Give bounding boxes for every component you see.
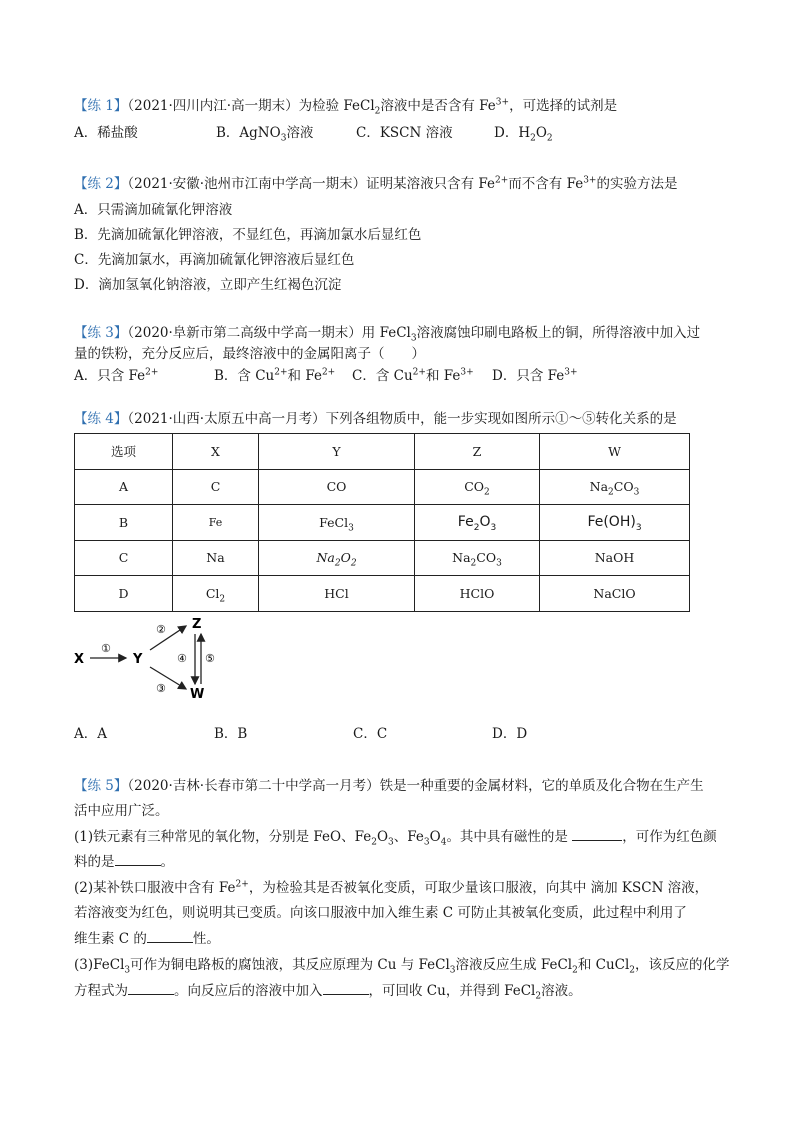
table-cell: D xyxy=(75,576,173,612)
q5-part1-sub1: 2 xyxy=(371,837,377,848)
q1-stem-sup: 3+ xyxy=(495,97,510,108)
table-cell: Na xyxy=(173,540,259,576)
q1-stem-sub: 2 xyxy=(374,106,381,117)
table-cell: CO xyxy=(259,469,415,505)
q1-stem-text-b: 溶液中是否含有 Fe xyxy=(380,98,496,114)
table-cell: Fe xyxy=(173,505,259,541)
diagram-step-3: ③ xyxy=(156,682,166,695)
q5-part2-sup: 2+ xyxy=(235,879,249,890)
q3-option-c xyxy=(352,367,492,385)
table-cell: $Na_2CO_3$ xyxy=(540,469,690,505)
table-header-cell: Z xyxy=(415,434,540,470)
q5-part2-line3-end: 性。 xyxy=(192,931,220,947)
q3-stem xyxy=(74,324,700,342)
q5-part3-text-c: 溶液反应生成 FeCl xyxy=(455,957,573,973)
q1-option-d-mid: O xyxy=(535,125,547,141)
q5-part1-text-a: (1)铁元素有三种常见的氧化物，分别是 FeO、Fe xyxy=(74,829,372,845)
conversion-diagram xyxy=(70,612,230,702)
q1-options xyxy=(74,124,553,142)
q5-part1-line2 xyxy=(74,853,174,871)
table-cell: C xyxy=(75,540,173,576)
q1-option-c: C．KSCN 溶液 xyxy=(356,125,453,141)
q5-part1-text-c: 、Fe xyxy=(393,829,424,845)
answer-blank-4[interactable] xyxy=(128,982,174,995)
q3-option-b-mid: 和 Fe xyxy=(287,368,322,384)
q3-option-c-text: C．含 Cu xyxy=(352,368,413,384)
q5-part3 xyxy=(74,956,730,974)
q3-stem-sub: 3 xyxy=(410,333,417,344)
table-cell: A xyxy=(75,469,173,505)
q5-part1-sub2: 3 xyxy=(388,837,394,848)
table-cell: FeCl$_3$ xyxy=(259,505,415,541)
table-cell: $Cl_2$ xyxy=(173,576,259,612)
q5-part1-text-e: 。其中具有磁性的是 xyxy=(446,829,568,845)
q2-option-a: A．只需滴加硫氰化钾溶液 xyxy=(74,202,233,218)
answer-blank-3[interactable] xyxy=(147,930,193,943)
q5-part2-text-b: ，为检验其是否被氧化变质，可取少量该口服液，向其中 滴加 KSCN 溶液， xyxy=(248,880,709,896)
q5-part3-sub2: 3 xyxy=(449,965,456,976)
q1-option-d-sub1: 2 xyxy=(530,133,536,144)
q4-stem xyxy=(74,410,677,428)
q2-stem xyxy=(74,175,677,193)
diagram-node-y: Y xyxy=(133,652,143,667)
q1-option-a: A．稀盐酸 xyxy=(74,125,138,141)
diagram-node-z: Z xyxy=(192,617,202,632)
q2-option-c: C．先滴加氯水，再滴加硫氰化钾溶液后显红色 xyxy=(74,252,355,268)
q1-option-d-text: D．H xyxy=(494,125,531,141)
q5-part1-text-d: O xyxy=(429,829,441,845)
table-cell: $Fe(OH)_3$ xyxy=(540,505,690,541)
q5-part1 xyxy=(74,828,717,846)
diagram-node-w: W xyxy=(190,687,205,702)
q1-option-b-text: B．AgNO xyxy=(216,125,281,141)
q3-option-c-sup1: 2+ xyxy=(412,367,426,378)
q4-tag: 【练 4】 xyxy=(74,411,128,427)
diagram-step-2: ② xyxy=(156,623,166,636)
table-header-cell: X xyxy=(173,434,259,470)
table-row xyxy=(75,505,690,541)
q2-option-d: D．滴加氢氧化钠溶液，立即产生红褐色沉淀 xyxy=(74,277,342,293)
table-cell: NaClO xyxy=(540,576,690,612)
q3-option-b-sup1: 2+ xyxy=(274,367,288,378)
q1-option-b-post: 溶液 xyxy=(286,125,314,141)
table-row xyxy=(75,469,690,505)
q3-option-c-sup2: 3+ xyxy=(460,367,474,378)
q5-part2-line3-text: 维生素 C 的 xyxy=(74,931,147,947)
table-row xyxy=(75,540,690,576)
q3-option-a-sup: 2+ xyxy=(145,367,159,378)
q5-part3-line2-text-a: 方程式为 xyxy=(74,983,128,999)
q5-tag: 【练 5】 xyxy=(74,778,128,794)
q1-option-b-sub: 3 xyxy=(280,133,287,144)
q4-options xyxy=(74,725,527,743)
q3-option-a-text: A．只含 Fe xyxy=(74,368,146,384)
table-cell: C xyxy=(173,469,259,505)
q1-option-b xyxy=(216,124,356,142)
q5-part3-text-d: 和 CuCl xyxy=(577,957,630,973)
table-header-cell: 选项 xyxy=(75,434,173,470)
q5-part3-text-b: 可作为铜电路板的腐蚀液，其反应原理为 Cu 与 FeCl xyxy=(130,957,450,973)
q3-option-b xyxy=(214,367,352,385)
q2-stem-text-b: 而不含有 Fe xyxy=(508,176,584,192)
q4-option-a: A．A xyxy=(74,726,107,742)
q5-part1-text-f: ，可作为红色颜 xyxy=(622,829,717,845)
q2-stem-sup1: 2+ xyxy=(495,175,509,186)
q1-tag: 【练 1】 xyxy=(74,98,128,114)
q5-part3-text-e: ，该反应的化学 xyxy=(635,957,730,973)
q5-part2-line3 xyxy=(74,930,220,948)
q2-option-b: B．先滴加硫氰化钾溶液，不显红色，再滴加氯水后显红色 xyxy=(74,227,422,243)
q3-option-d xyxy=(492,367,578,385)
q3-option-d-sup: 3+ xyxy=(564,367,578,378)
table-cell: $Na_2CO_3$ xyxy=(415,540,540,576)
table-cell: $Na_2O_2$ xyxy=(259,540,415,576)
q2-stem-text-a: （2021·安徽·池州市江南中学高一期末）证明某溶液只含有 Fe xyxy=(127,176,495,192)
q1-stem-text-c: ，可选择的试剂是 xyxy=(509,98,618,114)
table-header-cell: W xyxy=(540,434,690,470)
table-cell: $CO_2$ xyxy=(415,469,540,505)
q2-stem-text-c: 的实验方法是 xyxy=(596,176,678,192)
q5-part2-line2: 若溶液变为红色，则说明其已变质。向该口服液中加入维生素 C 可防止其被氧化变质，此过程中利用了 xyxy=(74,905,687,921)
q5-part3-line2-text-c: ，可回收 Cu，并得到 FeCl xyxy=(368,983,536,999)
q5-part3-line2-text-b: 。向反应后的溶液中加入 xyxy=(174,983,323,999)
q5-part1-sub4: 4 xyxy=(440,837,447,848)
q5-part3-line2-text-d: 溶液。 xyxy=(541,983,582,999)
q3-tag: 【练 3】 xyxy=(74,325,128,341)
q4-option-d: D．D xyxy=(492,726,528,742)
q5-part3-line2 xyxy=(74,982,582,1000)
q5-part3-text-a: (3)FeCl xyxy=(74,957,125,973)
q5-stem-line2: 活中应用广泛。 xyxy=(74,803,169,819)
q1-option-d xyxy=(494,124,553,142)
table-header-cell: Y xyxy=(259,434,415,470)
q5-stem-text: （2020·吉林·长春市第二十中学高一月考）铁是一种重要的金属材料，它的单质及化合物在生产生 xyxy=(127,778,704,794)
q3-option-b-sup2: 2+ xyxy=(321,367,336,378)
q2-stem-sup2: 3+ xyxy=(583,175,597,186)
q3-option-d-text: D．只含 Fe xyxy=(492,368,565,384)
q5-part3-line2-sub: 2 xyxy=(535,991,542,1002)
q5-part1-text-b: O xyxy=(376,829,389,845)
q3-stem-line2: 量的铁粉，充分反应后，最终溶液中的金属阳离子（ ） xyxy=(74,346,425,362)
q5-part3-sub4: 2 xyxy=(629,965,636,976)
answer-blank-5[interactable] xyxy=(323,982,369,995)
q2-tag: 【练 2】 xyxy=(74,176,128,192)
q4-option-b: B．B xyxy=(214,726,248,742)
table-cell: HClO xyxy=(415,576,540,612)
diagram-step-5: ⑤ xyxy=(205,652,215,665)
diagram-step-1: ① xyxy=(101,642,111,655)
table-cell: NaOH xyxy=(540,540,690,576)
q3-options xyxy=(74,367,578,385)
q5-part3-sub3: 2 xyxy=(572,965,578,976)
q5-part2 xyxy=(74,879,708,897)
q3-option-c-mid: 和 Fe xyxy=(425,368,461,384)
q4-stem-text: （2021·山西·太原五中高一月考）下列各组物质中，能一步实现如图所示①～⑤转化关系的是 xyxy=(127,411,677,427)
q5-part2-text-a: (2)某补铁口服液中含有 Fe xyxy=(74,880,236,896)
q3-stem-text-a: （2020·阜新市第二高级中学高一期末）用 FeCl xyxy=(127,325,411,341)
q3-option-a xyxy=(74,367,214,385)
answer-blank-2[interactable] xyxy=(115,853,161,866)
table-row xyxy=(75,576,690,612)
q5-part1-line2-end: 。 xyxy=(160,854,174,870)
diagram-step-4: ④ xyxy=(177,652,187,665)
table-cell: HCl xyxy=(259,576,415,612)
q1-option-d-sub2: 2 xyxy=(546,133,553,144)
q5-stem xyxy=(74,777,704,795)
q5-part3-sub1: 3 xyxy=(124,965,131,976)
table-cell: $Fe_2O_3$ xyxy=(415,505,540,541)
table-header-row xyxy=(75,434,690,470)
answer-blank-1[interactable] xyxy=(572,828,622,841)
q1-stem-text-a: （2021·四川内江·高一期末）为检验 FeCl xyxy=(127,98,375,114)
q4-options-table xyxy=(74,433,690,612)
q5-part1-sub3: 3 xyxy=(423,837,430,848)
q1-stem xyxy=(74,97,617,115)
q3-stem-text-b: 溶液腐蚀印刷电路板上的铜，所得溶液中加入过 xyxy=(416,325,701,341)
q4-option-c: C．C xyxy=(353,726,388,742)
table-cell: B xyxy=(75,505,173,541)
q3-option-b-text: B．含 Cu xyxy=(214,368,275,384)
q5-part1-line2-text: 料的是 xyxy=(74,854,115,870)
diagram-node-x: X xyxy=(74,652,85,667)
